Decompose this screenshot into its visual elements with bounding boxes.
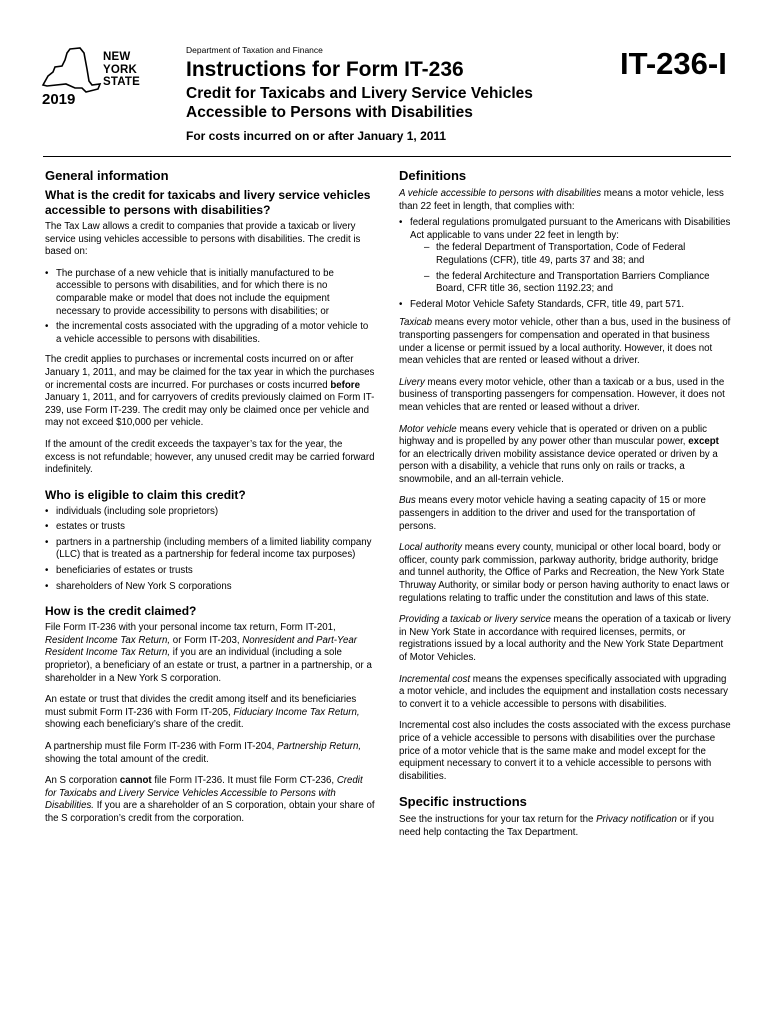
list-item: • partners in a partnership (including members of a limited liability company (LLC) that is treated as a partnership for federal income tax purposes): [45, 537, 375, 562]
state-line-state: STATE: [103, 76, 140, 88]
list-item: • the incremental costs associated with the upgrading of a motor vehicle to a vehicle accessible to persons with disabilities.: [45, 321, 375, 346]
definition-motor-vehicle: Motor vehicle means every vehicle that is operated or driven on a public highway and is propelled by any power other than muscular power, except for an electrically driven mobility assistance device operated or driven by a person with a disability, a vehicle that runs only on rails or tracks, a snowmobile, and an all-terrain vehicle.: [399, 423, 719, 485]
definitions-heading: Definitions: [399, 168, 467, 183]
credit-excess-paragraph: If the amount of the credit exceeds the taxpayer’s tax for the year, the excess is not refundable; however, any unused credit may be carried forward indefinitely.: [45, 438, 375, 476]
eligible-list: [45, 506, 375, 594]
state-name: [103, 51, 140, 89]
general-intro: The Tax Law allows a credit to companies that provide a taxicab or livery service using vehicles accessible to persons with disabilities. The credit is based on:: [45, 221, 361, 258]
claimed-paragraph-3: A partnership must file Form IT-236 with Form IT-204, Partnership Return, showing the total amount of the credit.: [45, 741, 362, 765]
what-is-credit-heading: What is the credit for taxicabs and livery service vehicles accessible to persons with disabilities?: [45, 188, 371, 217]
who-is-eligible-heading: Who is eligible to claim this credit?: [45, 487, 246, 502]
general-information-heading: General information: [45, 168, 169, 183]
definition-providing-service: Providing a taxicab or livery service means the operation of a taxicab or livery in New York State in accordance with required licenses, permits, or registrations issued by a local authority and the New York State Department of Motor Vehicles.: [399, 614, 731, 663]
subtitle-line: Accessible to Persons with Disabilities: [186, 104, 473, 121]
sub-list-item: – the federal Architecture and Transportation Barriers Compliance Board, CFR title 36, section 1192.23; and: [424, 271, 731, 296]
right-column: [399, 168, 731, 849]
header-divider: [43, 156, 731, 157]
list-item: • shareholders of New York S corporations: [45, 581, 375, 594]
tax-year: 2019: [42, 91, 76, 108]
state-line-york: YORK: [103, 63, 138, 76]
definition-taxicab: Taxicab means every motor vehicle, other than a bus, used in the business of transporting passengers for compensation and operated in that business under a license or permit issued by a local authority. However, it does not mean vehicles that are rented or leased without a driver.: [399, 317, 731, 367]
form-number: IT-236-I: [620, 46, 727, 81]
page-subtitle: [186, 84, 533, 122]
list-item: • federal regulations promulgated pursuant to the Americans with Disabilities Act applicable to vans under 22 feet in length by: – the federal Department of Transportation, Code of Federal Regulations (CFR), title 49, parts 37 and 38; and – the federal Architecture and Transportation Barriers Compliance Board, CFR title 36, section 1192.23; and: [399, 217, 731, 296]
definition-bus: Bus means every motor vehicle having a seating capacity of 15 or more passengers in addition to the driver and used for the transportation of persons.: [399, 495, 706, 532]
page-title: Instructions for Form IT-236: [186, 58, 464, 81]
sub-list: [410, 242, 731, 295]
subtitle-line: Credit for Taxicabs and Livery Service Vehicles: [186, 85, 533, 102]
claimed-paragraph-2: An estate or trust that divides the credit among itself and its beneficiaries must submit Form IT-236 with Form IT-205, Fiduciary Income Tax Return, showing each beneficiary’s share of the credit.: [45, 694, 360, 731]
nys-logo: [40, 47, 150, 109]
incremental-cost-paragraph-2: Incremental cost also includes the costs associated with the excess purchase price of a vehicle accessible to persons with disabilities over the purchase price of a motor vehicle that is the same make and model except for the equipment necessary to convert it to a vehicle accessible to persons with disabilities.: [399, 720, 731, 782]
credit-basis-list: [45, 268, 375, 347]
definition-incremental-cost: Incremental cost means the expenses specifically associated with upgrading a motor vehicle, and includes the equipment and installation costs necessary to convert it to a vehicle accessible to persons with disabilities.: [399, 673, 729, 710]
costs-date-note: For costs incurred on or after January 1, 2011: [186, 129, 447, 143]
sub-list-item: – the federal Department of Transportation, Code of Federal Regulations (CFR), title 49, parts 37 and 38; and: [424, 242, 731, 267]
state-line-new: NEW: [103, 51, 131, 63]
claimed-paragraph-1: File Form IT-236 with your personal income tax return, Form IT-201, Resident Income Tax Return, or Form IT-203, Nonresident and Part-Year Resident Income Tax Return, if you are an individual (including a sole proprietor), a beneficiary of an estate or trust, a partner in a partnership, or a shareholder in a New York S corporation.: [45, 622, 372, 684]
accessible-vehicle-list: [399, 217, 731, 311]
specific-instructions-text: See the instructions for your tax return for the Privacy notification or if you need help contacting the Tax Department.: [399, 814, 714, 838]
list-item: • beneficiaries of estates or trusts: [45, 565, 375, 578]
how-claimed-heading: How is the credit claimed?: [45, 604, 197, 619]
specific-instructions-heading: Specific instructions: [399, 794, 527, 810]
definition-local-authority: Local authority means every county, municipal or other local board, body or officer, county park commission, parkway authority, bridge authority, bridge and tunnel authority, the Office of Parks and Recreation, the New York State Thruway Authority, or similar body or person having authority to enact laws or regulations relating to traffic under the constitution and laws of this state.: [399, 542, 730, 604]
claimed-paragraph-4: An S corporation cannot file Form IT-236. It must file Form CT-236, Credit for Taxicabs and Livery Service Vehicles Accessible to Persons with Disabilities. If you are a shareholder of an S corporation, obtain your share of the S corporation’s credit from the corporation.: [45, 775, 375, 824]
definition-accessible-vehicle: A vehicle accessible to persons with disabilities means a motor vehicle, less than 22 feet in length, that complies with:: [399, 188, 724, 212]
list-item: • estates or trusts: [45, 521, 375, 534]
list-item: • individuals (including sole proprietors): [45, 506, 375, 519]
definition-livery: Livery means every motor vehicle, other than a taxicab or a bus, used in the business of transporting passengers for compensation. However, it does not mean vehicles that are rented or leased without a driver.: [399, 376, 725, 413]
list-item: • The purchase of a new vehicle that is initially manufactured to be accessible to persons with disabilities, and for which there is no comparable make or model that does not include the equipment necessary to provide accessibility to persons with disabilities; or: [45, 268, 375, 318]
credit-applies-paragraph: The credit applies to purchases or incremental costs incurred on or after January 1, 2011, and may be claimed for the tax year in which the purchases or incremental costs are incurred. For purchases or costs incurred before January 1, 2011, and for carryovers of credits previously claimed on Form IT-239, use Form IT-239. The credit may only be claimed once per vehicle and may not exceed $10,000 per vehicle.: [45, 354, 375, 429]
department-name: Department of Taxation and Finance: [186, 45, 323, 55]
list-item: • Federal Motor Vehicle Safety Standards, CFR, title 49, part 571.: [399, 299, 731, 312]
new-york-state-map-icon: [40, 47, 102, 97]
left-column: [45, 168, 375, 835]
